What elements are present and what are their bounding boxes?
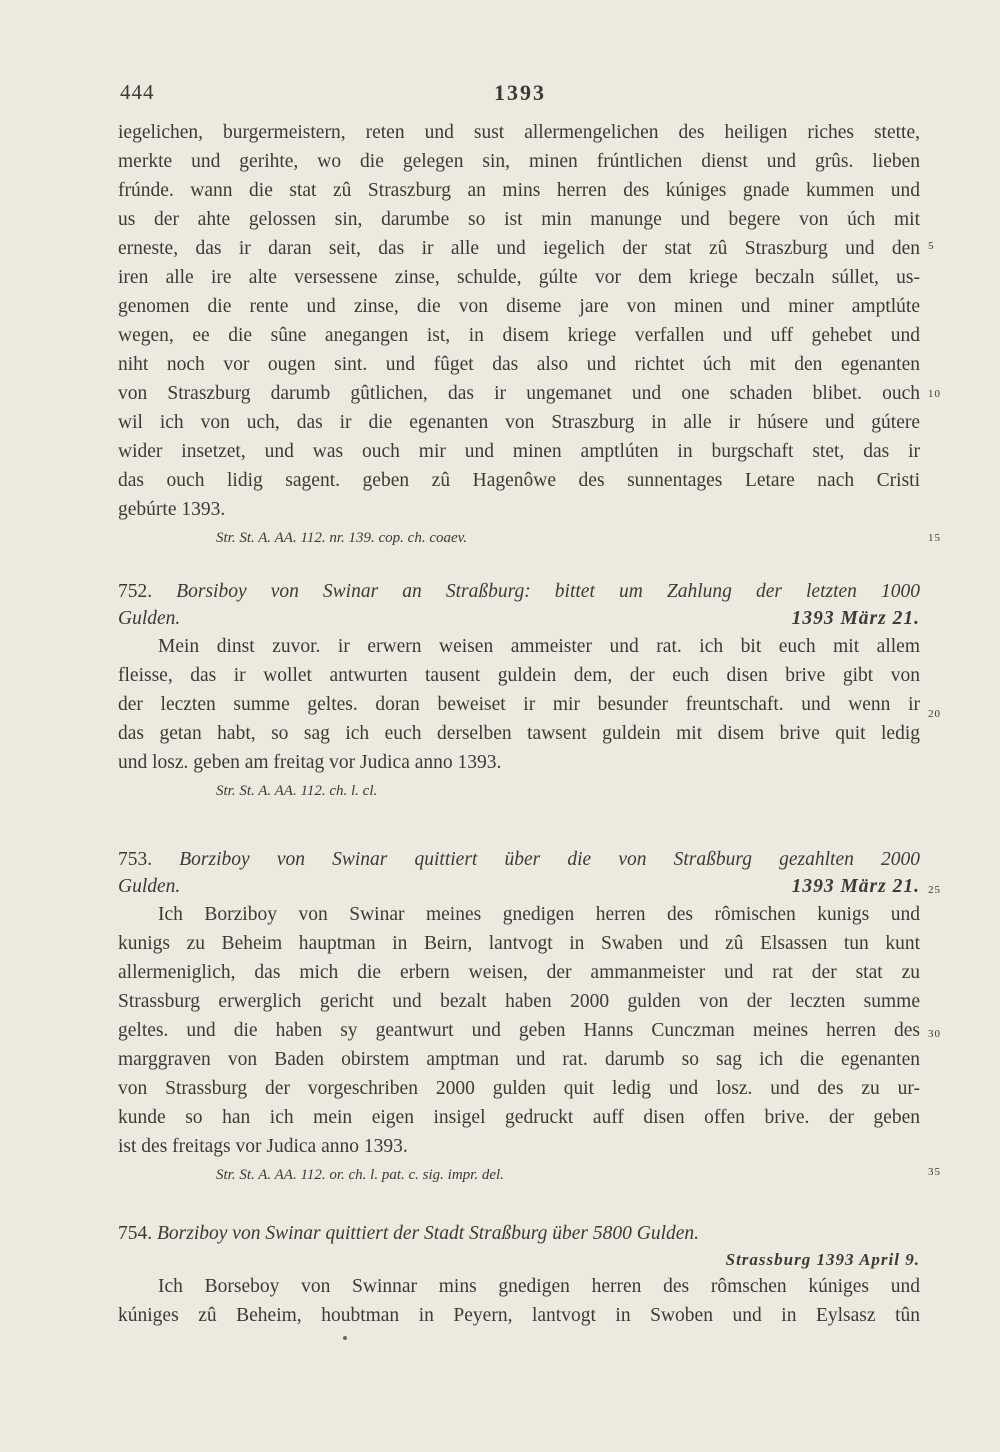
text-line: wegen, ee die sûne anegangen ist, in disem kriege verfallen und uff gehebet und	[118, 325, 920, 346]
text-line: genomen die rente und zinse, die von diseme jare von minen und miner amptlúte	[118, 296, 920, 317]
text-line: fleisse, das ir wollet antwurten tausent guldein dem, der euch disen brive gibt von	[118, 665, 920, 686]
document-date: 1393 März 21.	[791, 608, 920, 629]
document-title-text: Gulden.	[118, 608, 181, 629]
text-line: kúniges zû Beheim, houbtman in Peyern, lantvogt in Swoben und in Eylsasz tûn	[118, 1305, 920, 1326]
text-line: Strassburg erwerglich gericht und bezalt haben 2000 gulden von der leczten summe	[118, 991, 920, 1012]
line-number-marker: 20	[928, 708, 941, 720]
document-title-text: Gulden.	[118, 876, 181, 897]
document-title	[118, 578, 920, 605]
document-title-text: Borziboy von Swinar quittiert der Stadt Straßburg über 5800 Gulden.	[157, 1223, 700, 1244]
text-line: Mein dinst zuvor. ir erwern weisen ammeister und rat. ich bit euch mit allem	[158, 636, 920, 657]
year-header: 1393	[494, 80, 546, 105]
text-line: wil ich von uch, das ir die egenanten von Straszburg in alle ir húsere und gútere	[118, 412, 920, 433]
source-citation: Str. St. A. AA. 112. ch. l. cl.	[216, 783, 378, 799]
text-line: kunde so han ich mein eigen insigel gedruckt auff disen offen brive. der geben	[118, 1107, 920, 1128]
text-line: kunigs zu Beheim hauptman in Beirn, lantvogt in Swaben und zû Elsassen tun kunt	[118, 933, 920, 954]
document-754	[118, 1220, 920, 1330]
text-line: merkte und gerihte, wo die gelegen sin, minen frúntlichen dienst und grûs. lieben	[118, 151, 920, 172]
text-line: Ich Borseboy von Swinnar mins gnedigen herren des rômschen kúniges und	[158, 1276, 920, 1297]
page-header	[120, 80, 920, 114]
text-line: iegelichen, burgermeistern, reten und sust allermengelichen des heiligen riches stette,	[118, 122, 920, 143]
text-line: iren alle ire alte versessene zinse, schulde, gúlte vor dem kriege beczaln súllet, us-	[118, 267, 920, 288]
line-number-marker: 10	[928, 388, 941, 400]
text-line: niht noch vor ougen sint. und fûget das also und richtet úch mit den egenanten	[118, 354, 920, 375]
text-line: und losz. geben am freitag vor Judica anno 1393.	[118, 752, 502, 773]
document-752	[118, 578, 920, 805]
document-title	[118, 1220, 920, 1247]
source-citation: Str. St. A. AA. 112. or. ch. l. pat. c. sig. impr. del.	[216, 1167, 504, 1183]
line-number-marker: 15	[928, 532, 941, 544]
text-line: das getan habt, so sag ich euch derselben tawsent guldein mit disem brive quit ledig	[118, 723, 920, 744]
text-line: us der ahte gelossen sin, darumbe so ist min manunge und begere von úch mit	[118, 209, 920, 230]
text-line: von Strassburg der vorgeschriben 2000 gulden quit ledig und losz. und des zu ur-	[118, 1078, 920, 1099]
text-line: von Straszburg darumb gûtlichen, das ir ungemanet und one schaden blibet. ouch	[118, 383, 920, 404]
document-number: 754.	[118, 1223, 153, 1244]
intro-paragraph	[118, 118, 920, 552]
line-number-marker: 25	[928, 884, 941, 896]
document-title-continued	[118, 605, 920, 632]
text-line: geltes. und die haben sy geantwurt und geben Hanns Cunczman meines herren des	[118, 1020, 920, 1041]
page-number: 444	[120, 80, 155, 104]
document-number: 752.	[118, 581, 153, 602]
text-line: erneste, das ir daran seit, das ir alle und iegelich der stat zû Straszburg und den	[118, 238, 920, 259]
document-number: 753.	[118, 849, 153, 870]
document-date: 1393 März 21.	[791, 876, 920, 897]
text-line: allermeniglich, das mich die erbern weisen, der ammanmeister und rat der stat zu	[118, 962, 920, 983]
line-number-marker: 5	[928, 240, 935, 252]
text-line: ist des freitags vor Judica anno 1393.	[118, 1136, 408, 1157]
text-line: der leczten summe geltes. doran beweiset ir mir besunder freuntschaft. und wenn ir	[118, 694, 920, 715]
document-title-text: Borsiboy von Swinar an Straßburg: bittet um Zahlung der letzten 1000	[176, 581, 920, 602]
line-number-marker: 35	[928, 1166, 941, 1178]
text-line: Ich Borziboy von Swinar meines gnedigen herren des rômischen kunigs und	[158, 904, 920, 925]
document-753	[118, 846, 920, 1189]
source-citation: Str. St. A. AA. 112. nr. 139. cop. ch. coaev.	[216, 530, 467, 546]
text-line: gebúrte 1393.	[118, 499, 226, 520]
ink-dot	[343, 1336, 347, 1340]
document-title	[118, 846, 920, 873]
document-date: Strassburg 1393 April 9.	[725, 1250, 920, 1269]
line-number-marker: 30	[928, 1028, 941, 1040]
document-title-text: Borziboy von Swinar quittiert über die von Straßburg gezahlten 2000	[179, 849, 920, 870]
text-line: das ouch lidig sagent. geben zû Hagenôwe des sunnentages Letare nach Cristi	[118, 470, 920, 491]
text-line: wider insetzet, und was ouch mir und minen amptlúten in burgschaft stet, das ir	[118, 441, 920, 462]
document-title-continued	[118, 873, 920, 900]
text-line: marggraven von Baden obirstem amptman und rat. darumb so sag ich die egenanten	[118, 1049, 920, 1070]
text-line: frúnde. wann die stat zû Straszburg an mins herren des kúniges gnade kummen und	[118, 180, 920, 201]
